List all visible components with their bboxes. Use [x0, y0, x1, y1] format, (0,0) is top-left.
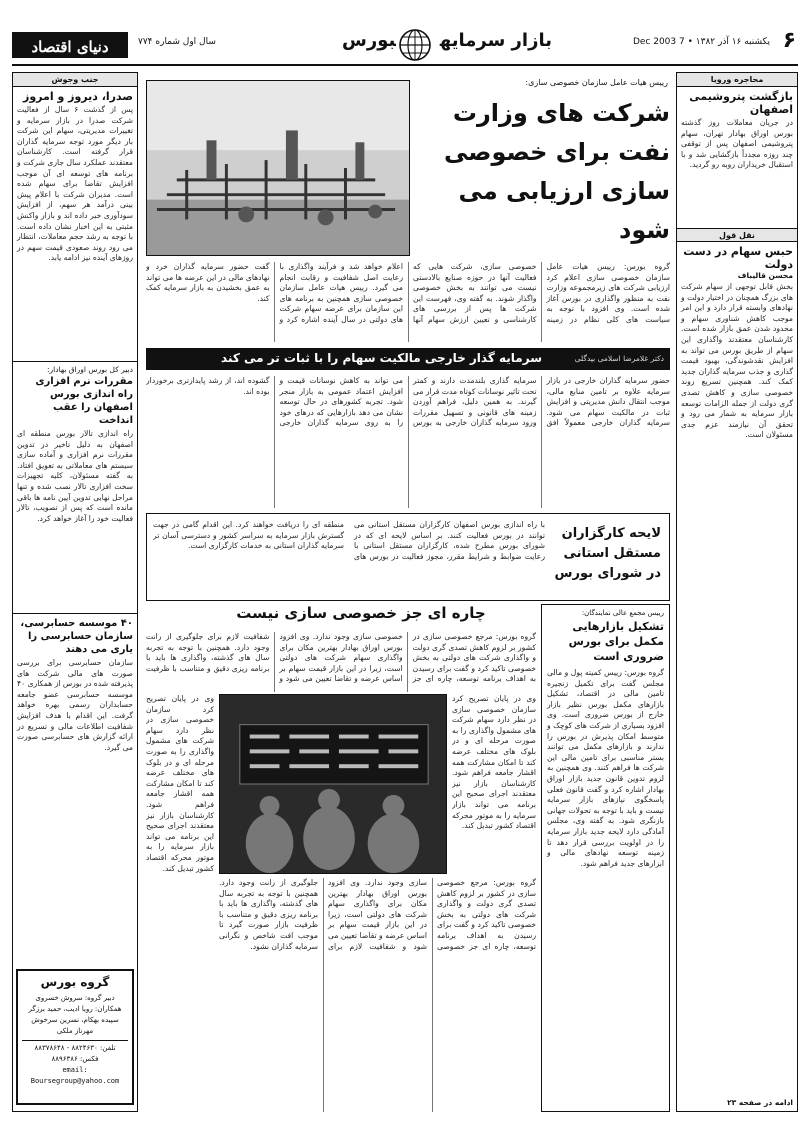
- team-line: سپیده بهکام، نسرین سرخوش: [31, 1016, 119, 1024]
- story3-headline: چاره ای جز خصوصی سازی نیست: [236, 604, 486, 622]
- left-story3-text: سازمان حسابرسی برای بررسی صورت های مالی شرکت های پذیرفته شده در بورس از همکاری ۴۰ موسسه حسابرسی عضو جامعه حسابداران رسمی بهره خواهد گرفت. این اقدام با هدف افزایش شفافیت اطلاعات مالی و تسریع در ارائه گزارش های حسابرسی صورت می گیرد.: [17, 658, 133, 752]
- quote-box-text: با راه اندازی بورس اصفهان کارگزاران مستقل استانی می توانند در بورس فعالیت کنند. بر اساس لایحه ای که در شورای بورس مطرح شده، کارگزاران مستقل استانی با رعایت ضوابط و شرایط مقرر، مجوز فعالیت در بورس های منطقه ای را دریافت خواهند کرد. این اقدام گامی در جهت گسترش بازار سرمایه به سراسر کشور و دسترسی آسان تر سرمایه گذاران استانی به خدمات کارگزاری است.: [153, 520, 545, 561]
- team-phone: تلفن: ۸۸۲۴۶۳۰ - ۸۸۳۷۸۶۴۸: [22, 1040, 128, 1054]
- team-line: مهرناز ملکی: [56, 1027, 94, 1035]
- story3-right-text: وی در پایان تصریح کرد سازمان خصوصی سازی در نظر دارد سهام شرکت های مشمول واگذاری را به صورت مرحله ای و در بلوک های مختلف عرضه کند تا امکان مشارکت همه اقشار جامعه فراهم شود. کارشناسان بازار نیز معتقدند اجرای صحیح این برنامه می تواند بازار سرمایه را به موتور محرکه اقتصاد کشور تبدیل کند.: [452, 694, 536, 831]
- refinery-photo: [146, 80, 410, 256]
- newspaper-logo: دنیای اقتصاد: [12, 32, 128, 58]
- aside-box: [541, 604, 670, 1112]
- aside-title: تشکیل بازارهایی مکمل برای بورس ضروری است: [568, 620, 664, 663]
- team-email-link[interactable]: email: Boursegroup@yahoo.com: [30, 1066, 120, 1085]
- right-story2-author: محسن قالیباف: [737, 271, 793, 280]
- left-story2-title: مقررات نرم افزاری راه اندازی بورس اصفهان را عقب انداخت: [35, 376, 133, 426]
- left-story1-text: پس از گذشت ۶ سال از فعالیت شرکت صدرا در بازار سرمایه و تغییرات مدیریتی، سهام این شرکت بار دیگر مورد توجه سرمایه گذاران قرار گرفته است. کارشناسان معتقدند عملکرد سال جاری شرکت و برنامه های توسعه ای آن موجب افزایش تقاضا برای سهام شده است. مدیران شرکت با اعلام پیش بینی درآمد هر سهم، از افزایش سودآوری خبر داده اند و بازار واکنش مثبتی به این اخبار نشان داده است. با توجه به رشد حجم معاملات، انتظار می رود روند صعودی قیمت سهم در روزهای آینده نیز ادامه یابد.: [17, 105, 133, 263]
- left-sidebar-tag: جنب وجوش: [13, 73, 137, 87]
- team-title: گروه بورس: [40, 975, 110, 989]
- right-story2-text: بخش قابل توجهی از سهام شرکت های بزرگ همچنان در اختیار دولت و نهادهای وابسته قرار دارد و این امر موجب کاهش شناوری سهام و محدود شدن عمق بازار شده است. کارشناسان معتقدند واگذاری این سهام از طریق بورس می تواند به افزایش نقدشوندگی، بهبود قیمت گذاری و جذب سرمایه گذاران جدید کمک کند. همچنین تسریع روند خصوصی سازی و کاهش تصدی گری دولت از جمله الزامات توسعه بازار سرمایه به شمار می رود و تحقق آن نیازمند عزم جدی مسئولان است.: [681, 282, 793, 440]
- section-title-left: بازار سرمایه: [439, 30, 552, 51]
- left-story2-kicker: دبیر کل بورس اوراق بهادار:: [47, 365, 133, 374]
- lead-text: گروه بورس: رییس هیات عامل سازمان خصوصی سازی اعلام کرد ارزیابی شرکت های زیرمجموعه وزارت نفت به منظور واگذاری در بورس آغاز شده است. وی افزود با توجه به سیاست های کلی نظام در زمینه خصوصی سازی، شرکت هایی که فعالیت آنها در حوزه صنایع بالادستی نیست می توانند به بخش خصوصی واگذار شوند. به گفته وی، فهرست این شرکت ها پس از بررسی های کارشناسی و تعیین ارزش سهام آنها اعلام خواهد شد و فرآیند واگذاری با رعایت اصل شفافیت و رقابت انجام می گیرد. رییس هیات عامل سازمان خصوصی سازی همچنین به برنامه های این سازمان برای عرضه سهام شرکت های دولتی در سال آینده اشاره کرد و گفت حضور سرمایه گذاران خرد و نهادهای مالی در این عرضه ها می تواند به عمق بخشیدن به بازار سرمایه کمک کند.: [146, 262, 670, 324]
- left-sidebar: [12, 72, 138, 1112]
- left-story1-title: صدرا، دیروز و امروز: [23, 90, 133, 103]
- team-box: [16, 969, 134, 1105]
- globe-icon: [398, 28, 432, 62]
- lead-kicker: رییس هیات عامل سازمان خصوصی سازی:: [525, 78, 668, 87]
- quote-box: [146, 513, 670, 601]
- date-line: یکشنبه ۱۶ آذر ۱۳۸۲ • 7 Dec 2003: [632, 37, 770, 47]
- lead-headline: شرکت های وزارت نفت برای خصوصی سازی ارزیابی می شود: [443, 99, 670, 244]
- trading-floor-photo: [219, 694, 447, 874]
- story3-text: گروه بورس: مرجع خصوصی سازی در کشور بر لزوم کاهش تصدی گری دولت و واگذاری شرکت های دولتی به بخش خصوصی تاکید کرد و گفت برای رسیدن به اهداف برنامه توسعه، چاره ای جز خصوصی سازی وجود ندارد. وی افزود بورس اوراق بهادار بهترین مکان برای واگذاری سهام شرکت های دولتی است، زیرا در این بازار قیمت سهام بر اساس عرضه و تقاضا تعیین می شود و شفافیت لازم برای جلوگیری از رانت وجود دارد. همچنین با توجه به تجربه سال های گذشته، واگذاری ها باید با برنامه ریزی دقیق و متناسب با ظرفیت: [146, 632, 536, 684]
- right-story1-text: در جریان معاملات روز گذشته بورس اوراق بهادار تهران، سهام پتروشیمی اصفهان پس از توقفی چند روزه مجدداً بازگشایی شد و با استقبال خریداران روبه رو گردید.: [681, 118, 793, 170]
- band-headline-bar: [146, 348, 670, 370]
- team-fax: فکس: ۸۸۹۶۳۸۶: [51, 1055, 99, 1063]
- quote-box-title: لایحه کارگزاران مستقل استانی در شورای بورس: [554, 526, 661, 581]
- right-story2-title: حبس سهام در دست دولت: [683, 245, 793, 271]
- issue-line: سال اول شماره ۷۷۴: [138, 37, 216, 47]
- right-sidebar: [676, 72, 798, 1112]
- team-line: همکاران: رویا ادیب، حمید برزگر: [28, 1005, 122, 1013]
- section-title: [342, 30, 552, 51]
- right-sidebar-tag1: محاجره ورویا: [677, 73, 797, 87]
- band-author: دکتر غلامرضا اسلامی بیدگلی: [574, 354, 664, 363]
- story3-side-text: وی در پایان تصریح کرد سازمان خصوصی سازی در نظر دارد سهام شرکت های مشمول واگذاری را به صورت مرحله ای و در بلوک های مختلف عرضه کند تا امکان مشارکت همه اقشار جامعه فراهم شود. کارشناسان بازار نیز معتقدند اجرای صحیح این برنامه می تواند بازار سرمایه را به موتور محرکه اقتصاد کشور تبدیل کند.: [146, 694, 214, 873]
- band-headline: سرمایه گذار خارجی مالکیت سهام را با ثبات تر می کند: [221, 351, 542, 365]
- left-story3-title: ۴۰ موسسه حسابرسی، سازمان حسابرسی را یاری می دهند: [20, 618, 133, 655]
- right-sidebar-tag2: نقل قول: [677, 228, 797, 242]
- team-line: دبیر گروه: سروش خسروی: [35, 994, 115, 1002]
- aside-text: گروه بورس: رییس کمیته پول و مالی مجلس گفت برای تکمیل زنجیره تامین مالی در اقتصاد، تشکیل بازارهای مکمل بورس نظیر بازار خارج از بورس ضروری است. وی افزود بسیاری از شرکت های کوچک و متوسط امکان پذیرش در بورس را ندارند و بازارهای مکمل می توانند بستر مناسبی برای تامین مالی این شرکت ها فراهم کنند. وی همچنین به لزوم تدوین قانون جدید بازار اوراق بهادار اشاره کرد و گفت قانون فعلی پاسخگوی نیازهای بازار سرمایه نیست و باید با توجه به تحولات جهانی بازنگری شود. به گفته وی، مجلس آمادگی دارد لایحه جدید بازار سرمایه را در اولویت بررسی قرار دهد تا زمینه توسعه نهادهای مالی و ابزارهای جدید فراهم شود.: [547, 668, 664, 868]
- continue-note: ادامه در صفحه ۲۳: [727, 1098, 793, 1107]
- aside-kicker: رییس مجمع عالی نمایندگان:: [581, 609, 664, 617]
- page-header: [12, 28, 798, 66]
- page-number: ۶: [782, 28, 796, 53]
- right-story1-title: بازگشت پتروشیمی اصفهان: [689, 90, 793, 116]
- left-story2-text: راه اندازی تالار بورس منطقه ای اصفهان به دلیل تاخیر در تدوین مقررات نرم افزاری و آماده سازی سیستم های معاملاتی به تعویق افتاد. به گفته مسئولان، کلیه تجهیزات سخت افزاری تالار نصب شده و تنها مراحل نهایی تدوین آیین نامه ها باقی مانده است که پس از تصویب، تالار فعالیت خود را آغاز خواهد کرد.: [17, 429, 133, 523]
- band-text: حضور سرمایه گذاران خارجی در بازار سرمایه علاوه بر تامین منابع مالی، موجب انتقال دانش مدیریتی و افزایش ثبات در مالکیت سهام می شود. سرمایه گذاران خارجی معمولاً افق سرمایه گذاری بلندمدت دارند و کمتر تحت تاثیر نوسانات کوتاه مدت قرار می گیرند. به همین دلیل، فراهم آوردن زمینه های قانونی و تسهیل مقررات ورود سرمایه گذاران خارجی به بورس می تواند به کاهش نوسانات قیمت و افزایش اعتماد عمومی به بازار منجر شود. تجربه کشورهای در حال توسعه نشان می دهد بازارهایی که درهای خود را به روی سرمایه گذاران خارجی گشوده اند، از رشد پایدارتری برخوردار بوده اند.: [146, 376, 670, 428]
- story3-continued-text: گروه بورس: مرجع خصوصی سازی در کشور بر لزوم کاهش تصدی گری دولت و واگذاری شرکت های دولتی به بخش خصوصی تاکید کرد و گفت برای رسیدن به اهداف برنامه توسعه، چاره ای جز خصوصی سازی وجود ندارد. وی افزود بورس اوراق بهادار بهترین مکان برای واگذاری سهام شرکت های دولتی است، زیرا در این بازار قیمت سهام بر اساس عرضه و تقاضا تعیین می شود و شفافیت لازم برای جلوگیری از رانت وجود دارد. همچنین با توجه به تجربه سال های گذشته، واگذاری ها باید با برنامه ریزی دقیق و متناسب با ظرفیت بازار صورت گیرد تا موجب افت شاخص و نگرانی سرمایه گذاران نشود.: [219, 878, 536, 951]
- section-title-right: بورس: [342, 30, 396, 51]
